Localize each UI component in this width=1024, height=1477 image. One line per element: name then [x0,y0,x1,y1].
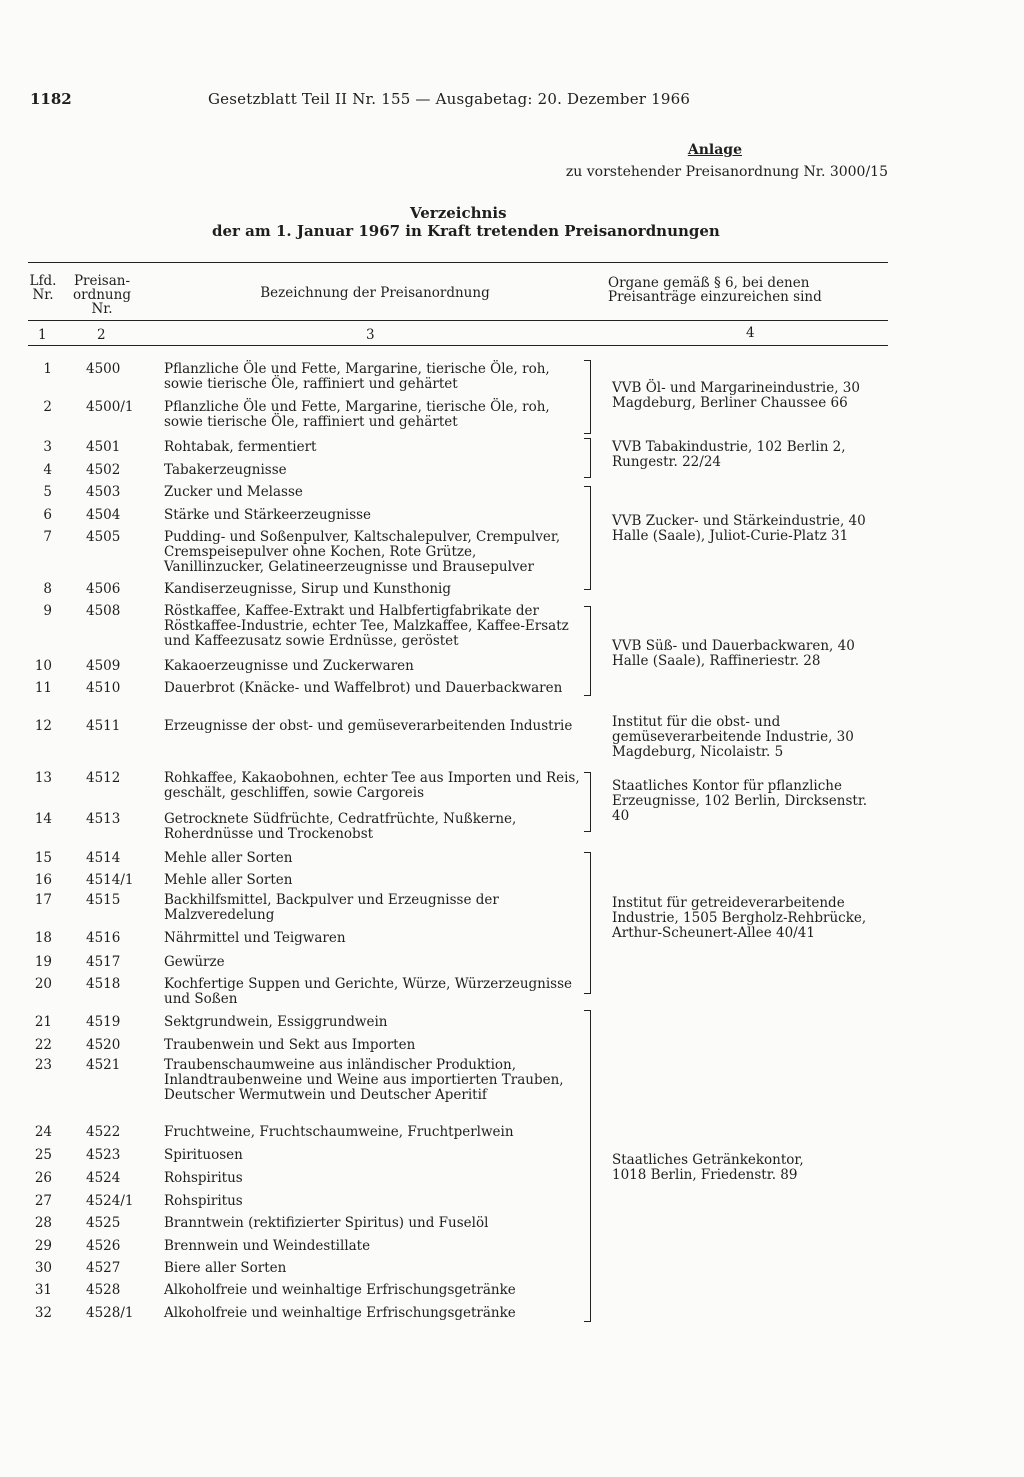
row-lfd: 7 [43,529,52,545]
group-brace [590,852,597,994]
row-lfd: 30 [34,1260,52,1276]
row-bezeichnung: Kochfertige Suppen und Gerichte, Würze, Würzerzeugnisse und Soßen [164,976,573,1007]
row-bezeichnung: Tabakerzeugnisse [164,462,287,478]
row-bezeichnung: Pflanzliche Öle und Fette, Margarine, tierische Öle, roh, sowie tierische Öle, raffiniert und gehärtet [164,399,550,430]
col-header-preisanordnung: Preisan- ordnung Nr. [73,273,131,317]
row-bezeichnung: Rohspiritus [164,1193,243,1209]
row-bezeichnung: Rohkaffee, Kakaobohnen, echter Tee aus Importen und Reis, geschält, geschliffen, sowie Cargoreis [164,770,580,801]
row-lfd: 10 [34,658,52,674]
row-lfd: 9 [43,603,52,619]
row-nr: 4526 [86,1238,121,1254]
row-nr: 4510 [86,680,121,696]
row-lfd: 16 [34,872,52,888]
row-lfd: 17 [34,892,52,908]
group-brace [590,360,597,434]
row-lfd: 12 [34,718,52,734]
row-lfd: 8 [43,581,52,597]
row-bezeichnung: Getrocknete Südfrüchte, Cedratfrüchte, Nußkerne, Roherdnüsse und Trockenobst [164,811,517,842]
row-lfd: 25 [34,1147,52,1163]
row-lfd: 28 [34,1215,52,1231]
row-bezeichnung: Zucker und Melasse [164,484,303,500]
verzeichnis-title: Verzeichnis [410,204,507,222]
row-nr: 4522 [86,1124,121,1140]
row-nr: 4512 [86,770,121,786]
row-bezeichnung: Sektgrundwein, Essiggrundwein [164,1014,388,1030]
row-bezeichnung: Brennwein und Weindestillate [164,1238,371,1254]
row-nr: 4511 [86,718,121,734]
row-lfd: 15 [34,850,52,866]
col-number-2: 2 [97,327,106,343]
row-nr: 4509 [86,658,121,674]
row-lfd: 27 [34,1193,52,1209]
group-brace [590,1010,597,1322]
organ-entry: Institut für die obst- und gemüseverarbeitende Industrie, 30 Magdeburg, Nicolaistr. 5 [612,714,854,760]
row-lfd: 24 [34,1124,52,1140]
row-bezeichnung: Fruchtweine, Fruchtschaumweine, Fruchtperlwein [164,1124,514,1140]
row-bezeichnung: Nährmittel und Teigwaren [164,930,346,946]
col-header-lfd: Lfd. Nr. [29,273,57,303]
row-lfd: 13 [34,770,52,786]
row-nr: 4501 [86,439,121,455]
col-number-4: 4 [746,325,755,341]
row-bezeichnung: Rohspiritus [164,1170,243,1186]
row-bezeichnung: Mehle aller Sorten [164,872,293,888]
row-nr: 4518 [86,976,121,992]
col-number-3: 3 [366,327,375,343]
organ-entry: Staatliches Getränkekontor, 1018 Berlin, Friedenstr. 89 [612,1152,804,1183]
row-nr: 4524/1 [86,1193,134,1209]
organ-entry: Institut für getreideverarbeitende Industrie, 1505 Bergholz-Rehbrücke, Arthur-Scheunert-Allee 40/41 [612,895,867,941]
row-nr: 4528 [86,1282,121,1298]
row-lfd: 21 [34,1014,52,1030]
row-nr: 4513 [86,811,121,827]
row-lfd: 31 [34,1282,52,1298]
organ-entry: VVB Süß- und Dauerbackwaren, 40 Halle (Saale), Raffineriestr. 28 [612,638,855,669]
row-nr: 4525 [86,1215,121,1231]
col-header-organe: Organe gemäß § 6, bei denen Preisanträge einzureichen sind [608,275,822,305]
anlage-title: Anlage [687,142,742,158]
row-nr: 4503 [86,484,121,500]
row-lfd: 3 [43,439,52,455]
row-nr: 4524 [86,1170,121,1186]
row-bezeichnung: Pudding- und Soßenpulver, Kaltschalepulver, Crempulver, Cremspeisepulver ohne Kochen, Rote Grütze, Vanillinzucker, Gelatineerzeugnisse und Brausepulver [164,529,561,575]
row-nr: 4523 [86,1147,121,1163]
row-lfd: 6 [43,507,52,523]
row-nr: 4504 [86,507,121,523]
row-lfd: 20 [34,976,52,992]
table-top-rule [28,262,888,263]
row-nr: 4506 [86,581,121,597]
row-nr: 4516 [86,930,121,946]
row-nr: 4520 [86,1037,121,1053]
row-lfd: 22 [34,1037,52,1053]
row-lfd: 29 [34,1238,52,1254]
row-nr: 4519 [86,1014,121,1030]
row-bezeichnung: Dauerbrot (Knäcke- und Waffelbrot) und Dauerbackwaren [164,680,563,696]
table-header-rule [28,320,888,321]
row-nr: 4500/1 [86,399,134,415]
anlage-subtitle: zu vorstehender Preisanordnung Nr. 3000/15 [565,164,888,180]
row-nr: 4514 [86,850,121,866]
row-lfd: 2 [43,399,52,415]
row-lfd: 26 [34,1170,52,1186]
row-lfd: 14 [34,811,52,827]
row-lfd: 5 [43,484,52,500]
row-bezeichnung: Stärke und Stärkeerzeugnisse [164,507,372,523]
row-bezeichnung: Kakaoerzeugnisse und Zuckerwaren [164,658,414,674]
verzeichnis-subtitle: der am 1. Januar 1967 in Kraft tretenden Preisanordnungen [212,222,720,240]
row-nr: 4502 [86,462,121,478]
row-bezeichnung: Biere aller Sorten [164,1260,287,1276]
page-number: 1182 [30,90,72,108]
group-brace [590,438,597,478]
group-brace [590,486,597,590]
organ-entry: VVB Zucker- und Stärkeindustrie, 40 Halle (Saale), Juliot-Curie-Platz 31 [612,513,866,544]
row-bezeichnung: Pflanzliche Öle und Fette, Margarine, tierische Öle, roh, sowie tierische Öle, raffiniert und gehärtet [164,361,550,392]
row-bezeichnung: Traubenwein und Sekt aus Importen [164,1037,416,1053]
row-lfd: 32 [34,1305,52,1321]
row-lfd: 18 [34,930,52,946]
row-bezeichnung: Mehle aller Sorten [164,850,293,866]
row-bezeichnung: Alkoholfreie und weinhaltige Erfrischungsgetränke [164,1282,516,1298]
row-bezeichnung: Spirituosen [164,1147,243,1163]
row-nr: 4514/1 [86,872,134,888]
row-nr: 4505 [86,529,121,545]
row-bezeichnung: Röstkaffee, Kaffee-Extrakt und Halbfertigfabrikate der Röstkaffee-Industrie, echter Tee, Malzkaffee, Kaffee-Ersatz und Kaffeezusatz sowie Erdnüsse, geröstet [164,603,569,649]
group-brace [590,772,597,832]
running-title: Gesetzblatt Teil II Nr. 155 — Ausgabetag: 20. Dezember 1966 [208,90,691,108]
row-bezeichnung: Alkoholfreie und weinhaltige Erfrischungsgetränke [164,1305,516,1321]
row-bezeichnung: Rohtabak, fermentiert [164,439,317,455]
organ-entry: Staatliches Kontor für pflanzliche Erzeugnisse, 102 Berlin, Dircksenstr. 40 [612,778,868,824]
row-nr: 4527 [86,1260,121,1276]
col-header-bezeichnung: Bezeichnung der Preisanordnung [260,285,490,301]
organ-entry: VVB Tabakindustrie, 102 Berlin 2, Rungestr. 22/24 [612,439,846,470]
row-bezeichnung: Erzeugnisse der obst- und gemüseverarbeitenden Industrie [164,718,573,734]
row-nr: 4517 [86,954,121,970]
row-nr: 4521 [86,1057,121,1073]
row-nr: 4500 [86,361,121,377]
organ-entry: VVB Öl- und Margarineindustrie, 30 Magdeburg, Berliner Chaussee 66 [612,380,860,411]
row-nr: 4528/1 [86,1305,134,1321]
row-lfd: 4 [43,462,52,478]
row-bezeichnung: Gewürze [164,954,225,970]
row-bezeichnung: Traubenschaumweine aus inländischer Produktion, Inlandtraubenweine und Weine aus importierten Trauben, Deutscher Wermutwein und Deutscher Aperitif [164,1057,564,1103]
row-lfd: 11 [34,680,52,696]
row-lfd: 19 [34,954,52,970]
row-bezeichnung: Backhilfsmittel, Backpulver und Erzeugnisse der Malzveredelung [164,892,499,923]
row-lfd: 23 [34,1057,52,1073]
row-bezeichnung: Branntwein (rektifizierter Spiritus) und Fuselöl [164,1215,489,1231]
row-nr: 4508 [86,603,121,619]
table-column-number-rule [28,345,888,346]
group-brace [590,606,597,696]
row-lfd: 1 [43,361,52,377]
row-nr: 4515 [86,892,121,908]
col-number-1: 1 [38,327,47,343]
row-bezeichnung: Kandiserzeugnisse, Sirup und Kunsthonig [164,581,452,597]
